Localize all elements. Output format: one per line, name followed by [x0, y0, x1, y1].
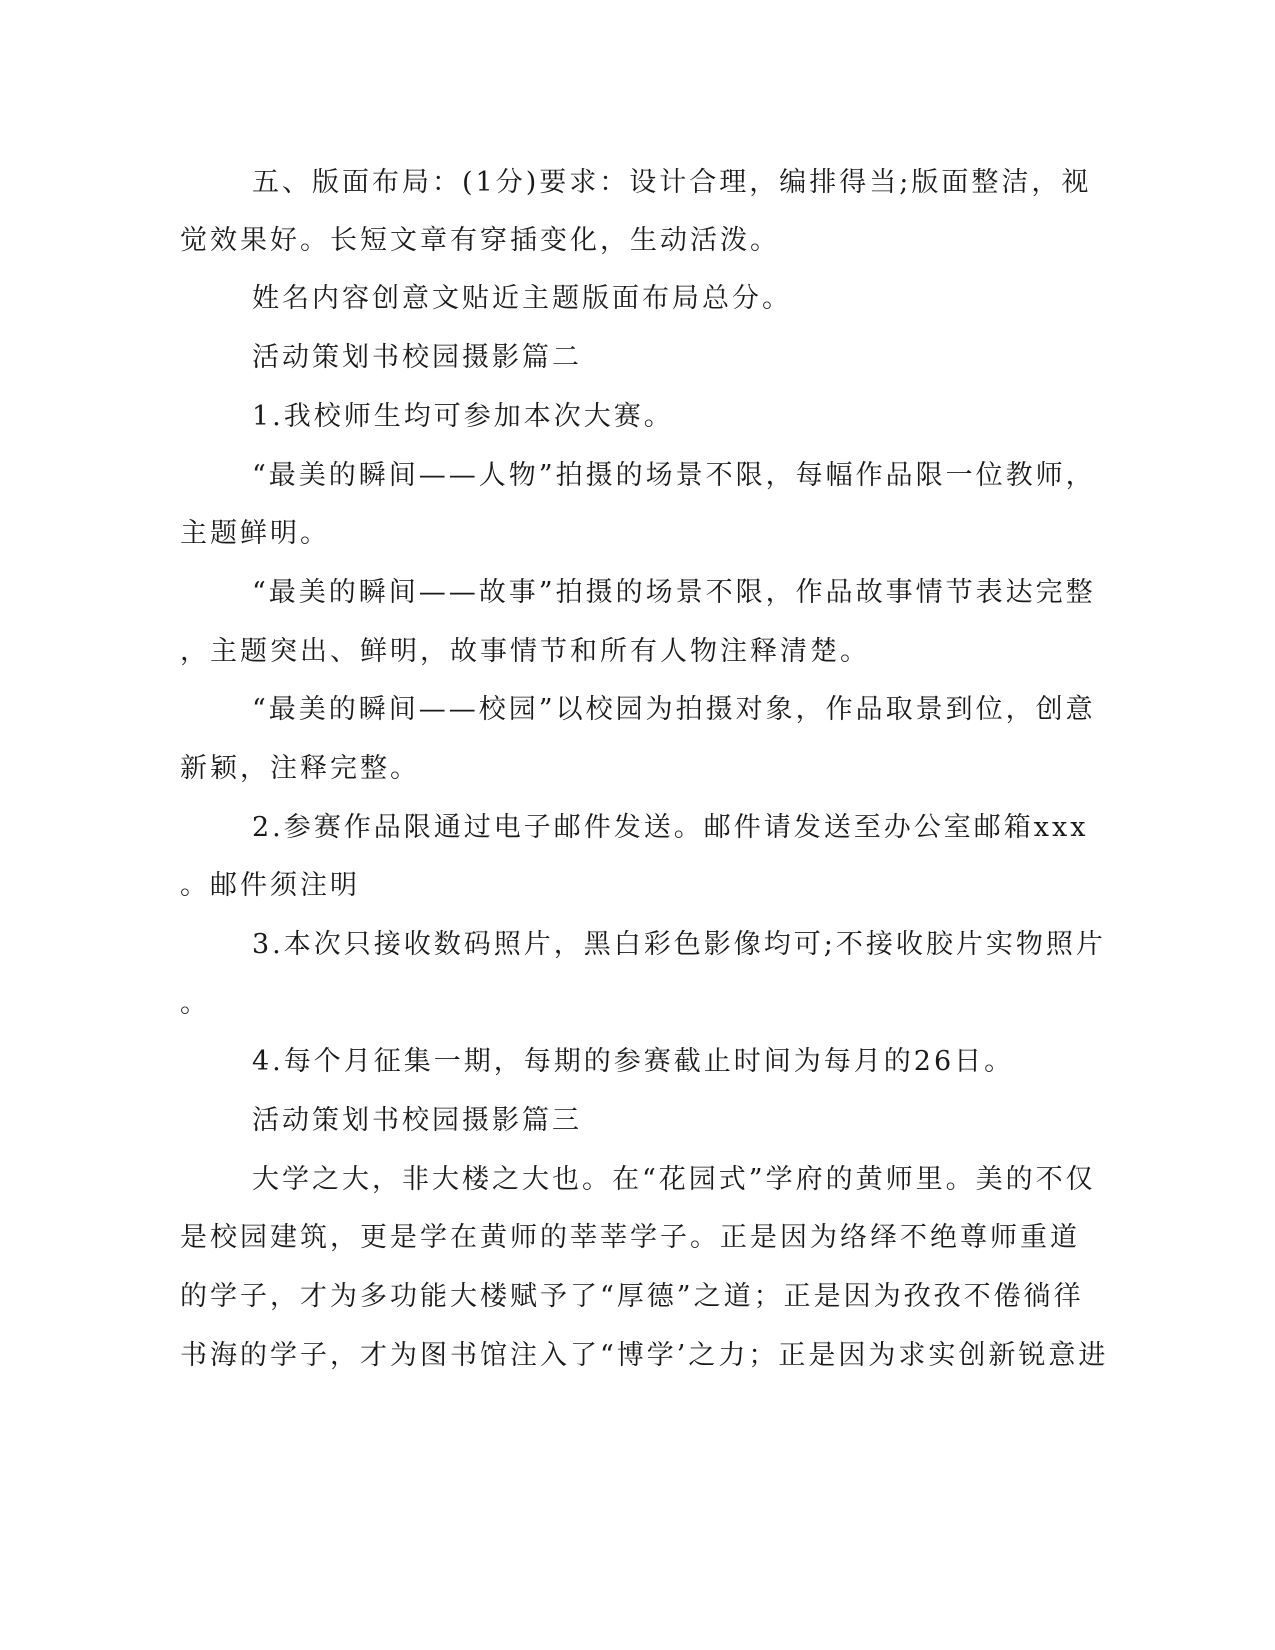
- section-heading: 活动策划书校园摄影篇二: [252, 342, 582, 373]
- text-line: 是校园建筑，更是学在黄师的莘莘学子。正是因为络绎不绝尊师重道: [180, 1222, 1080, 1253]
- text-line: 1.我校师生均可参加本次大赛。: [252, 401, 674, 432]
- text-line: ，主题突出、鲜明，故事情节和所有人物注释清楚。: [180, 636, 870, 667]
- text-line: “最美的瞬间——故事”拍摄的场景不限，作品故事情节表达完整: [252, 577, 1096, 608]
- text-line: 姓名内容创意文贴近主题版面布局总分。: [252, 283, 792, 314]
- text-line: 4.每个月征集一期，每期的参赛截止时间为每月的26日。: [252, 1046, 1015, 1077]
- text-line: 3.本次只接收数码照片，黑白彩色影像均可;不接收胶片实物照片: [252, 929, 1106, 960]
- text-line: 。: [180, 988, 210, 1019]
- text-line: “最美的瞬间——人物”拍摄的场景不限，每幅作品限一位教师，: [252, 460, 1096, 491]
- text-line: 书海的学子，才为图书馆注入了“博学’之力；正是因为求实创新锐意进: [180, 1340, 1109, 1371]
- text-line: 主题鲜明。: [180, 518, 330, 549]
- text-line: 2.参赛作品限通过电子邮件发送。邮件请发送至办公室邮箱xxx: [252, 812, 1089, 843]
- text-line: 。邮件须注明: [180, 870, 360, 901]
- text-line: “最美的瞬间——校园”以校园为拍摄对象，作品取景到位，创意: [252, 694, 1096, 725]
- text-line: 觉效果好。长短文章有穿插变化，生动活泼。: [180, 225, 780, 256]
- text-line: 五、版面布局：(1分)要求：设计合理，编排得当;版面整洁，视: [252, 167, 1092, 198]
- text-line: 的学子，才为多功能大楼赋予了“厚德”之道；正是因为孜孜不倦徜徉: [180, 1281, 1084, 1312]
- text-line: 大学之大，非大楼之大也。在“花园式”学府的黄师里。美的不仅: [252, 1164, 1096, 1195]
- text-line: 新颖，注释完整。: [180, 753, 420, 784]
- section-heading: 活动策划书校园摄影篇三: [252, 1105, 582, 1136]
